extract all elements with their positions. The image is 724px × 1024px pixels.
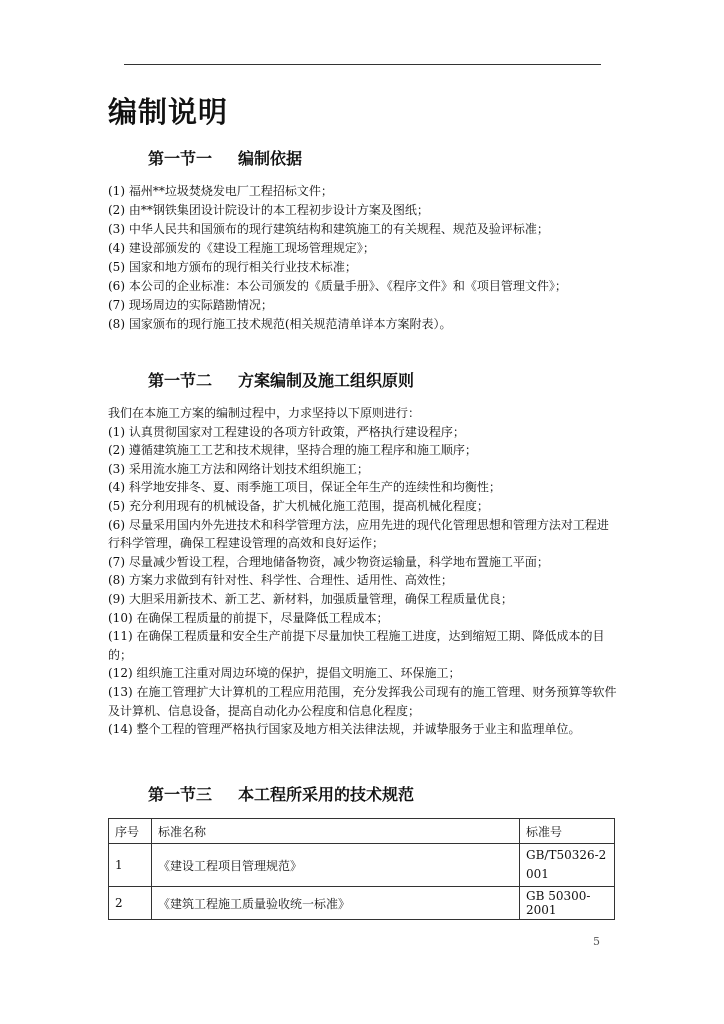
section-2-title: 方案编制及施工组织原则 [238, 371, 415, 390]
list-item: (3) 中华人民共和国颁布的现行建筑结构和建筑施工的有关规程、规范及验评标准； [108, 222, 549, 236]
section-1-heading [148, 146, 302, 169]
list-item: (2) 遵循建筑施工工艺和技术规律，坚持合理的施工程序和施工顺序； [108, 443, 477, 458]
list-item: (9) 大胆采用新技术、新工艺、新材料，加强质量管理，确保工程质量优良； [108, 591, 513, 606]
table-header-cell: 序号 [109, 819, 152, 844]
list-item: (7) 现场周边的实际踏勘情况； [108, 298, 273, 312]
table-row [109, 887, 615, 920]
list-item: (10) 在确保工程质量的前提下，尽量降低工程成本； [108, 610, 389, 625]
standards-table [108, 818, 615, 920]
table-cell: 1 [109, 844, 152, 887]
table-header-cell: 标准号 [520, 819, 615, 844]
list-item: (12) 组织施工注重对周边环境的保护，提倡文明施工、环保施工； [108, 666, 461, 681]
list-item: (6) 本公司的企业标准：本公司颁发的《质量手册》、《程序文件》和《项目管理文件》； [108, 279, 567, 293]
list-item: (11) 在确保工程质量和安全生产前提下尽量加快工程施工进度，达到缩短工期、降低成本的目的； [108, 629, 605, 662]
list-item: (5) 充分利用现有的机械设备，扩大机械化施工范围，提高机械化程度； [108, 498, 489, 513]
section-3-title: 本工程所采用的技术规范 [238, 785, 415, 804]
table-cell: GB 50300-2001 [520, 887, 615, 920]
list-item: (5) 国家和地方颁布的现行相关行业技术标准； [108, 260, 357, 274]
list-item: (14) 整个工程的管理严格执行国家及地方相关法律法规，并诚挚服务于业主和监理单位。 [108, 722, 581, 737]
section-2-number: 第一节二 [148, 371, 213, 390]
table-header-cell: 标准名称 [152, 819, 520, 844]
list-item: (8) 国家颁布的现行施工技术规范(相关规范清单详本方案附表）。 [108, 317, 452, 331]
list-item: (4) 科学地安排冬、夏、雨季施工项目，保证全年生产的连续性和均衡性； [108, 480, 501, 495]
section-2-heading [148, 368, 414, 391]
section-2-body [108, 404, 618, 739]
table-cell: GB/T50326-2001 [520, 844, 615, 887]
table-cell: 《建筑工程施工质量验收统一标准》 [152, 887, 520, 920]
table-cell: 《建设工程项目管理规范》 [152, 844, 520, 887]
list-item: (13) 在施工管理扩大计算机的工程应用范围，充分发挥我公司现有的施工管理、财务预算等软件及计算机、信息设备，提高自动化办公程度和信息化程度； [108, 684, 617, 718]
section-1-title: 编制依据 [238, 149, 303, 168]
list-item: (8) 方案力求做到有针对性、科学性、合理性、适用性、高效性； [108, 573, 453, 588]
list-item: (1) 福州**垃圾焚烧发电厂工程招标文件； [108, 184, 333, 198]
table-header-row [109, 819, 615, 844]
section-3-heading [148, 782, 414, 805]
list-item: (4) 建设部颁发的《建设工程施工现场管理规定》； [108, 241, 375, 255]
section-1-number: 第一节一 [148, 149, 213, 168]
header-rule [124, 64, 601, 65]
section-1-list [108, 182, 618, 334]
list-item: (2) 由**钢铁集团设计院设计的本工程初步设计方案及图纸； [108, 203, 429, 217]
list-item: (6) 尽量采用国内外先进技术和科学管理方法，应用先进的现代化管理思想和管理方法对工程进行科学管理，确保工程建设管理的高效和良好运作； [108, 517, 609, 551]
page-number: 5 [593, 935, 600, 948]
table-cell: 2 [109, 887, 152, 920]
list-item: (7) 尽量减少暂设工程，合理地储备物资，减少物资运输量，科学地布置施工平面； [108, 554, 549, 569]
section-2-intro: 我们在本施工方案的编制过程中，力求坚持以下原则进行： [108, 406, 421, 420]
section-3-number: 第一节三 [148, 785, 213, 804]
list-item: (1) 认真贯彻国家对工程建设的各项方针政策，严格执行建设程序； [108, 424, 465, 439]
section-2-list [108, 423, 618, 739]
table-row [109, 844, 615, 887]
document-title: 编制说明 [108, 95, 229, 129]
list-item: (3) 采用流水施工方法和网络计划技术组织施工； [108, 461, 369, 476]
